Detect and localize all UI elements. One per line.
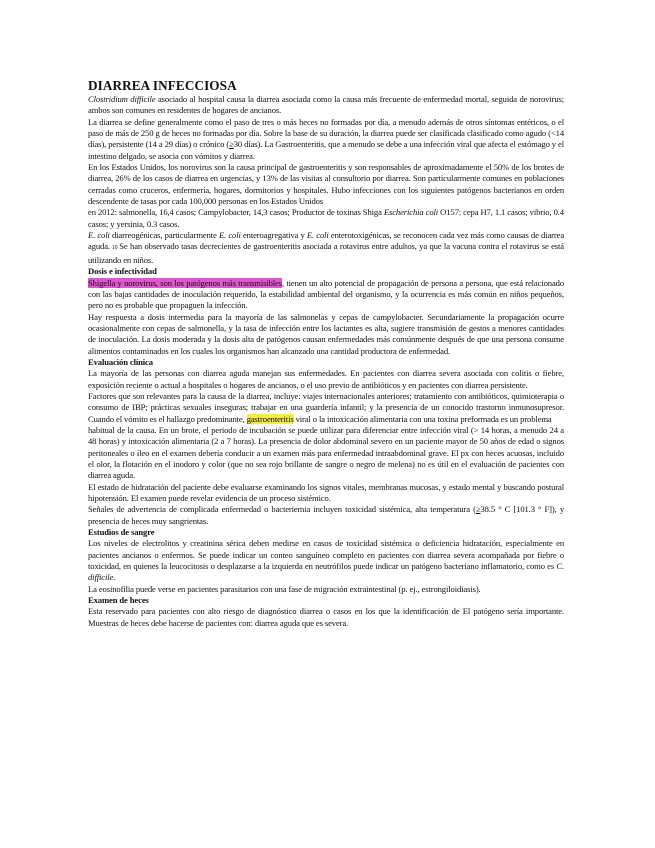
- paragraph-stool-exam: Esta reservado para pacientes con alto riesgo de diagnóstico diarrea o casos en los que la identificación de El patógeno sería importante. Muestras de heces debe hacerse de pacientes con: diarrea aguda que es severa.: [88, 606, 564, 628]
- organism-name: Clostridium difficile: [88, 94, 156, 104]
- paragraph-definition: La diarrea se define generalmente como el paso de tres o más heces no formadas por día, a menudo además de otros síntomas entéricos, o el paso de más de 250 g de heces no formadas por día. Sobre la base de su duración, la diarrea puede ser clasificada clasificado como agudo (<14 días), persistente (14 a 29 días) o crónico (≥30 días). La Gastroenteritis, que a menudo se debe a una infección viral que afecta el estómago y el intestino delgado, se asocia con vómitos y diarrea.: [88, 116, 564, 161]
- organism-name: Escherichia coli: [383, 207, 439, 218]
- paragraph-blood-tests: Los niveles de electrolitos y creatinina sérica deben medirse en casos de toxicidad sistémica o deficiencia hidratación, especialmente en pacientes ancianos o enfermos. Se puede indicar un conteo sanguíneo completo en pacientes con diarrea severa acompañada por fiebre o toxicidad, en quienes la leucocitosis o desplazarse a la izquierda en neutrófilos puede indicar un patógeno bacteriano inflamatorio, como es C. difficile.: [88, 538, 564, 583]
- document-body: [88, 78, 564, 629]
- section-heading-dosis: Dosis e infectividad: [88, 266, 157, 277]
- paragraph-eosinophilia: La eosinofilia puede verse en pacientes parasitarios con una fase de migración extraintestinal (p. ej., estrongiloidiasis).: [88, 583, 481, 594]
- paragraph-dose-response: Hay respuesta a dosis intermedia para la mayoría de las salmonelas y cepas de campylobacter. Secundariamente la propagación ocurre ocasionalmente con cepas de salmonella, y la tasa de infección entre los lactantes es alta, sugiere transmisión de gestos a menores cantidades de inoculación. La dosis moderada y la dosis alta de patógenos causan enfermedades más comúnmente después de que una persona consume alimentos contaminados en los cuales los organismos han alcanzado una cantidad productora de enfermedad.: [88, 311, 564, 356]
- organism-name: E. coli: [306, 230, 329, 241]
- paragraph-factors: Factores que son relevantes para la causa de la diarrea, incluye: viajes internacionales anteriores; tratamiento con antibióticos, quimioterapia o consumo de IBP; prácticas sexuales inseguras; trabajar en una guardería infantil; y la presencia de un conocido trastorno inmunosupresor. Cuando el vómito es el hallazgo predominante, gastroenteritis viral o la intoxicación alimentaria con una toxina preformada es un problema: [88, 390, 564, 424]
- paragraph-hydration: El estado de hidratación del paciente debe evaluarse examinando los signos vitales, membranas mucosas, y estado mental y buscando postural hipotensión. El examen puede revelar evidencia de un proceso sistémico.: [88, 481, 564, 504]
- document-title: DIARREA INFECCIOSA: [88, 78, 237, 93]
- organism-name: E. coli: [218, 230, 241, 241]
- highlighted-text: Shigella y norovirus, son los patógenos más transmisibles: [88, 277, 282, 288]
- ge-symbol: ≥: [475, 504, 481, 515]
- paragraph-ecoli: E. coli diarreogénicas, particularmente E. coli enteroagregativa y E. coli enterotoxigénicas, se reconocen cada vez más como causas de diarrea aguda. 10 Se han observado tasas decrecientes de gastroenteritis asociada a rotavirus entre adultos, ya que la vacuna contra el rotavirus se está utilizando en niños.: [88, 230, 565, 265]
- section-heading-evaluacion: Evaluación clínica: [88, 356, 153, 367]
- reference-number: 10: [109, 245, 120, 252]
- highlighted-text: gastroenteritis: [246, 413, 294, 424]
- paragraph-rates: en 2012: salmonella, 16,4 casos; Campylobacter, 14,3 casos; Productor de toxinas Shiga Escherichia coli O157: cepa H7, 1.1 casos; vibrio, 0.4 casos; y yersinia, 0.3 casos.: [88, 207, 564, 229]
- paragraph-incubation: habitual de la causa. En un brote, el periodo de incubación se puede utilizar para diferenciar entre infección viral (> 14 horas, a menudo 24 a 48 horas) y intoxicación alimentaria (2 a 7 horas). La presencia de dolor abdominal severo en un paciente mayor de 50 años de edad o signos peritoneales o íleo en el examen debería conducir a un examen más para enfermedad intraabdominal grave. El px con heces acuosas, incluido el olor, la flotación en el inodoro y color (que no sea rojo brillante de sangre o negro de melena) no es útil en el evaluación de pacientes con diarrea aguda.: [88, 424, 564, 481]
- organism-name: E. coli: [88, 230, 110, 241]
- paragraph-transmission: Shigella y norovirus, son los patógenos más transmisibles, tienen un alto potencial de propagación de persona a persona, que está relacionado con las bajas cantidades de inoculación requerido, la estabilidad ambiental del organismo, y la ocurrencia es más común en niños pequeños, pero no es probable que propaguen la infección.: [88, 277, 564, 311]
- section-heading-sangre: Estudios de sangre: [88, 527, 155, 538]
- paragraph-epidemiology: En los Estados Unidos, los norovirus son la causa principal de gastroenteritis y son responsables de aproximadamente el 50% de los brotes de diarrea, 26% de los casos de diarrea en urgencias, y 13% de las visitas al consultorio por diarrea. Son particularmente comunes en poblaciones cerradas como cruceros, enfermería, hogares, dormitorios y hospitales. Hubo infecciones con los siguientes patógenos bacterianos en orden descendente de tasas por cada 100,000 personas en los Estados Unidos: [88, 162, 564, 207]
- paragraph-warning-signs: Señales de advertencia de complicada enfermedad o bacteriemia incluyen toxicidad sistémica, alta temperatura (≥38.5 ° C [101.3 ° F]), y presencia de heces muy sangrientas.: [88, 504, 564, 526]
- paragraph-evaluation: La mayoría de las personas con diarrea aguda manejan sus enfermedades. En pacientes con diarrea severa asociada con colitis o fiebre, exposición reciente o actual a hospitales o hogares de ancianos, o el uso previo de antibióticos y en pacientes con diarrea persistente.: [88, 368, 564, 390]
- section-heading-heces: Examen de heces: [88, 595, 149, 606]
- paragraph-intro: Clostridium difficile asociado al hospital causa la diarrea asociada como la causa más frecuente de enfermedad mortal, seguida de norovirus; ambos son comunes en residentes de hogares de ancianos.: [88, 94, 565, 116]
- ge-symbol: ≥: [229, 139, 234, 150]
- organism-name: C. difficile: [88, 561, 564, 583]
